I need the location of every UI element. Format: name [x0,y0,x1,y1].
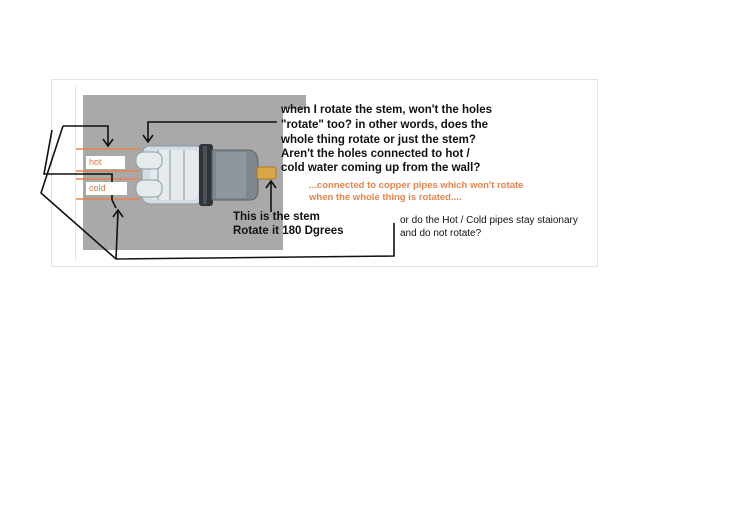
question-line-1: when I rotate the stem, won't the holes [281,104,493,116]
copper-note-line-1: ...connected to copper pipes which won't rotate [309,180,524,191]
question-line-3: whole thing rotate or just the stem? [281,134,476,146]
pipes-question-line-2: and do not rotate? [400,228,482,239]
copper-note-line-2: when the whole thing is rotated.... [309,192,462,203]
stem-note-line-2: Rotate it 180 Dgrees [233,225,344,237]
question-line-5: cold water coming up from the wall? [281,162,481,174]
valve-cartridge [136,144,276,206]
stem-note-line-1: This is the stem [233,211,320,223]
cold-label: cold [86,182,127,195]
question-line-4: Aren't the holes connected to hot / [281,148,470,160]
question-line-2: "rotate" too? in other words, does the [281,119,489,131]
pipes-question-line-1: or do the Hot / Cold pipes stay staionary [400,215,578,226]
hot-label: hot [86,156,125,169]
